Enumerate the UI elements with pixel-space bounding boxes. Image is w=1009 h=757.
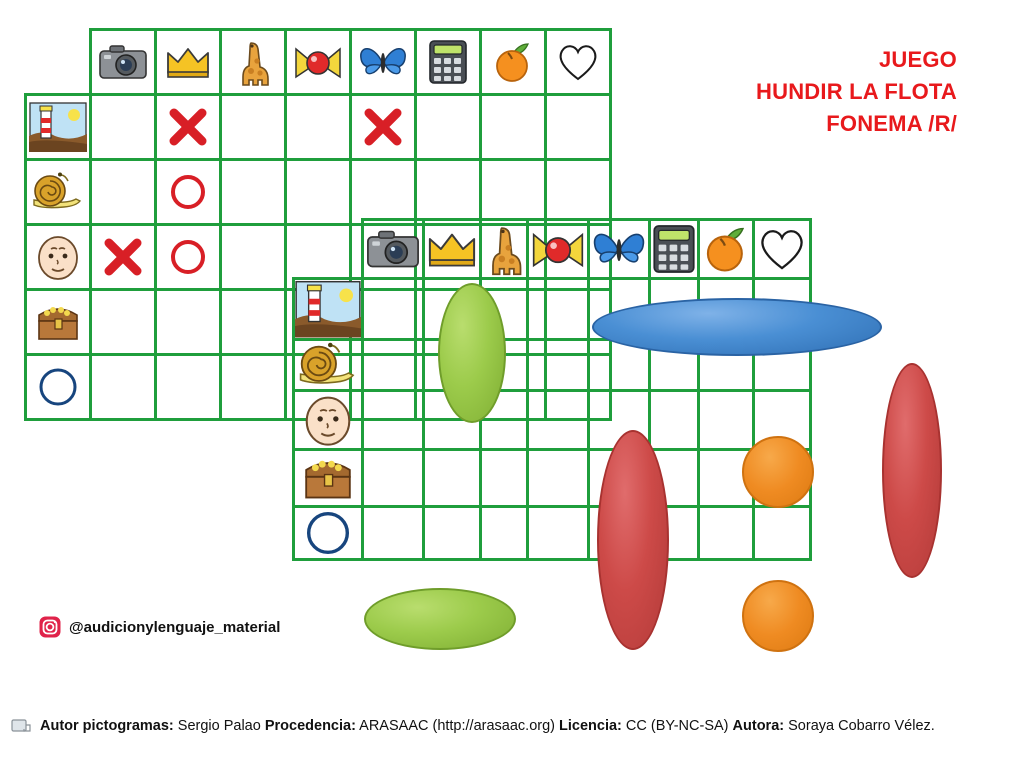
heart-icon (755, 224, 809, 274)
cell-face-camera[interactable] (363, 391, 424, 450)
blue-circle-icon (303, 508, 353, 558)
row-header-circle (26, 355, 91, 420)
cell-lighthouse-calculator[interactable] (416, 95, 481, 160)
ship-green-vertical[interactable] (438, 283, 506, 423)
table-row (294, 450, 811, 507)
header-row (26, 30, 611, 95)
column-header-butterfly (351, 30, 416, 95)
row-header-face (26, 225, 91, 290)
cell-lighthouse-candy[interactable] (286, 95, 351, 160)
cell-face-crown[interactable] (156, 225, 221, 290)
butterfly-icon (590, 227, 648, 271)
cell-snail-candy[interactable] (286, 160, 351, 225)
header-row (294, 220, 811, 279)
column-header-orange (481, 30, 546, 95)
ship-blue-horizontal[interactable] (592, 298, 882, 356)
column-header-camera (91, 30, 156, 95)
ship-board-wrapper (292, 218, 952, 658)
column-header-crown (424, 220, 481, 279)
footer-creator-value: Soraya Cobarro Vélez. (788, 718, 935, 734)
butterfly-icon (357, 42, 409, 82)
cell-snail-crown[interactable] (156, 160, 221, 225)
cell-snail-camera[interactable] (363, 340, 424, 391)
cell-lighthouse-candy[interactable] (528, 279, 589, 340)
crown-icon (164, 43, 212, 81)
cell-snail-candy[interactable] (528, 340, 589, 391)
ship-red-right[interactable] (882, 363, 942, 578)
cell-lighthouse-butterfly[interactable] (351, 95, 416, 160)
lighthouse-icon (295, 280, 361, 338)
cell-treasure-giraffe[interactable] (221, 290, 286, 355)
row-header-lighthouse (26, 95, 91, 160)
title-line-1: JUEGO (878, 47, 957, 72)
cell-face-candy[interactable] (528, 391, 589, 450)
instagram-icon (38, 615, 62, 639)
cell-treasure-candy[interactable] (528, 450, 589, 507)
cell-snail-camera[interactable] (91, 160, 156, 225)
cell-snail-calculator[interactable] (416, 160, 481, 225)
row-header-circle (294, 507, 363, 560)
giraffe-icon (233, 37, 273, 87)
cell-snail-heart[interactable] (546, 160, 611, 225)
table-row (26, 160, 611, 225)
camera-icon (97, 40, 149, 84)
calculator-icon (427, 38, 469, 86)
face-icon (300, 392, 356, 448)
cell-face-giraffe[interactable] (221, 225, 286, 290)
camera-icon (364, 225, 422, 273)
orange-icon (490, 40, 536, 84)
row-header-treasure (26, 290, 91, 355)
candy-icon (292, 43, 344, 81)
lighthouse-icon (29, 102, 87, 152)
ship-orange-lower[interactable] (742, 580, 814, 652)
snail-icon (30, 171, 86, 213)
cell-face-orange[interactable] (699, 391, 754, 450)
column-header-candy (286, 30, 351, 95)
cell-treasure-crown[interactable] (156, 290, 221, 355)
footer-license-value: CC (BY-NC-SA) (625, 718, 729, 734)
face-icon (33, 232, 83, 282)
footer-creator-label: Autora: (732, 718, 785, 734)
treasure-chest-icon (297, 451, 359, 505)
cell-circle-crown[interactable] (424, 507, 481, 560)
column-header-candy (528, 220, 589, 279)
cell-lighthouse-heart[interactable] (546, 95, 611, 160)
footer-author-value: Sergio Palao (177, 718, 261, 734)
row-header-snail (26, 160, 91, 225)
ship-board[interactable] (292, 218, 812, 561)
note-icon (10, 716, 32, 736)
ship-red-center[interactable] (597, 430, 669, 650)
giraffe-icon (482, 221, 526, 277)
row-header-face (294, 391, 363, 450)
snail-icon (296, 341, 360, 389)
footer-source-value: ARASAAC (http://arasaac.org) (359, 718, 555, 734)
cell-lighthouse-giraffe[interactable] (221, 95, 286, 160)
miss-x-icon (167, 106, 209, 148)
table-row (294, 507, 811, 560)
hit-o-icon (171, 240, 205, 274)
column-header-crown (156, 30, 221, 95)
table-row (26, 95, 611, 160)
cell-circle-orange[interactable] (699, 507, 754, 560)
corner-cell (26, 30, 91, 95)
page-title (756, 44, 957, 140)
cell-circle-giraffe[interactable] (221, 355, 286, 420)
footer-source-label: Procedencia: (264, 718, 356, 734)
ship-orange-upper[interactable] (742, 436, 814, 508)
ship-green-horizontal[interactable] (364, 588, 516, 650)
cell-circle-camera[interactable] (91, 355, 156, 420)
title-line-2: HUNDIR LA FLOTA (756, 79, 957, 104)
cell-snail-butterfly[interactable] (351, 160, 416, 225)
row-header-snail (294, 340, 363, 391)
cell-lighthouse-orange[interactable] (481, 95, 546, 160)
footer-license-label: Licencia: (559, 718, 622, 734)
cell-snail-giraffe[interactable] (221, 160, 286, 225)
footer-credits (0, 716, 1009, 736)
instagram-credit (38, 615, 280, 639)
cell-lighthouse-camera[interactable] (91, 95, 156, 160)
column-header-calculator (650, 220, 699, 279)
table-row (294, 391, 811, 450)
cell-snail-orange[interactable] (481, 160, 546, 225)
footer-text (40, 716, 935, 736)
cell-circle-camera[interactable] (363, 507, 424, 560)
candy-icon (529, 228, 587, 270)
column-header-giraffe (221, 30, 286, 95)
cell-circle-candy[interactable] (528, 507, 589, 560)
column-header-camera (363, 220, 424, 279)
calculator-icon (651, 222, 697, 276)
treasure-chest-icon (31, 299, 85, 345)
cell-treasure-camera[interactable] (91, 290, 156, 355)
cell-lighthouse-crown[interactable] (156, 95, 221, 160)
cell-treasure-giraffe[interactable] (481, 450, 528, 507)
instagram-handle: @audicionylenguaje_material (69, 618, 281, 636)
column-header-heart (546, 30, 611, 95)
blue-circle-icon (36, 365, 80, 409)
miss-x-icon (102, 236, 144, 278)
title-line-3: FONEMA /R/ (826, 111, 957, 136)
column-header-calculator (416, 30, 481, 95)
cell-circle-crown[interactable] (156, 355, 221, 420)
heart-icon (554, 40, 602, 84)
row-header-treasure (294, 450, 363, 507)
cell-lighthouse-camera[interactable] (363, 279, 424, 340)
column-header-heart (754, 220, 811, 279)
column-header-orange (699, 220, 754, 279)
cell-circle-heart[interactable] (754, 507, 811, 560)
cell-face-calculator[interactable] (650, 391, 699, 450)
footer-author-label: Autor pictogramas: (40, 718, 174, 734)
cell-circle-giraffe[interactable] (481, 507, 528, 560)
miss-x-icon (362, 106, 404, 148)
cell-face-camera[interactable] (91, 225, 156, 290)
orange-icon (700, 224, 752, 274)
row-header-lighthouse (294, 279, 363, 340)
column-header-butterfly (589, 220, 650, 279)
column-header-giraffe (481, 220, 528, 279)
hit-o-icon (171, 175, 205, 209)
corner-cell (294, 220, 363, 279)
cell-treasure-camera[interactable] (363, 450, 424, 507)
crown-icon (425, 228, 479, 270)
cell-treasure-crown[interactable] (424, 450, 481, 507)
